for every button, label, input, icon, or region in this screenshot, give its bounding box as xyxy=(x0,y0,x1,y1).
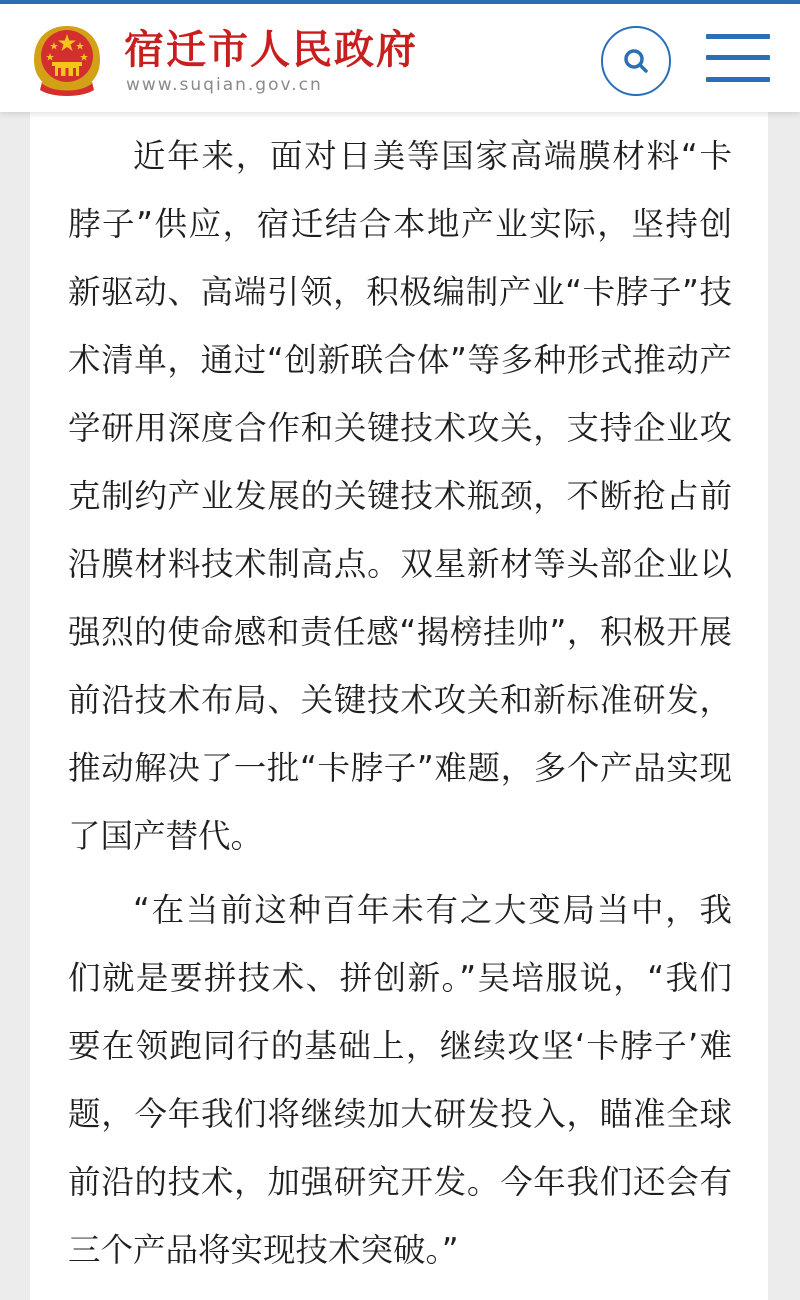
article-content xyxy=(30,112,768,1300)
article-paragraph: “在当前这种百年未有之大变局当中，我们就是要拼技术、拼创新。”吴培服说，“我们要在领跑同行的基础上，继续攻坚‘卡脖子’难题，今年我们将继续加大研发投入，瞄准全球前沿的技术，加强研究开发。今年我们还会有三个产品将实现技术突破。” xyxy=(68,891,732,1269)
site-title[interactable]: 宿迁市人民政府 xyxy=(124,27,418,73)
national-emblem-icon[interactable] xyxy=(28,20,106,100)
site-header xyxy=(0,4,800,112)
hamburger-menu-icon xyxy=(706,77,770,82)
menu-button[interactable] xyxy=(706,34,770,88)
hamburger-menu-icon xyxy=(706,55,770,60)
hamburger-menu-icon xyxy=(706,34,770,39)
article-paragraph: 近年来，面对日美等国家高端膜材料“卡脖子”供应，宿迁结合本地产业实际，坚持创新驱动、高端引领，积极编制产业“卡脖子”技术清单，通过“创新联合体”等多种形式推动产学研用深度合作和关键技术攻关，支持企业攻克制约产业发展的关键技术瓶颈，不断抢占前沿膜材料技术制高点。双星新材等头部企业以强烈的使命感和责任感“揭榜挂帅”，积极开展前沿技术布局、关键技术攻关和新标准研发，推动解决了一批“卡脖子”难题，多个产品实现了国产替代。 xyxy=(68,137,732,855)
search-icon xyxy=(622,47,650,75)
site-url[interactable]: www.suqian.gov.cn xyxy=(126,75,323,95)
search-button[interactable] xyxy=(601,26,671,96)
